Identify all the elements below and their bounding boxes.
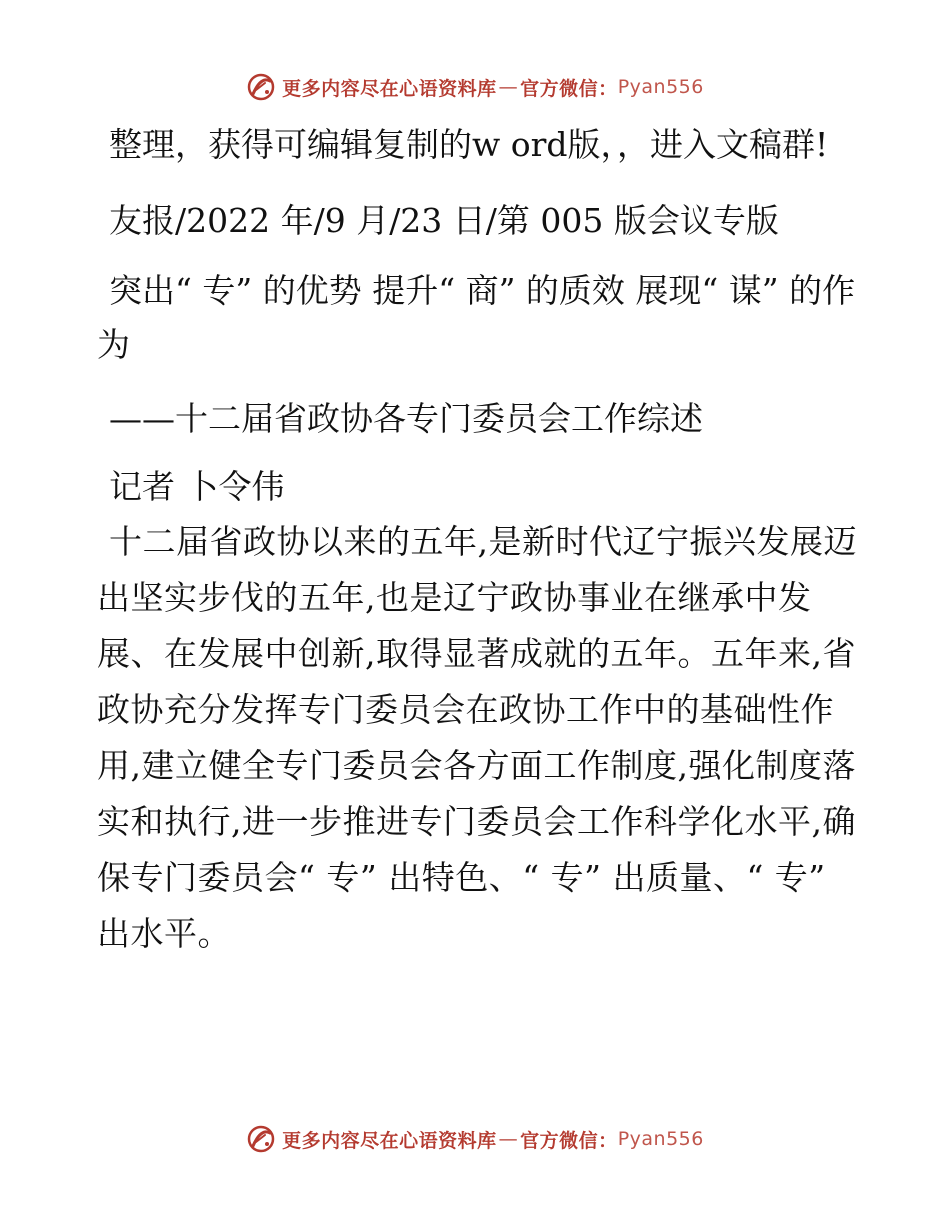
- brand-logo-icon: [246, 1124, 276, 1154]
- watermark-wechat-id: Pyan556: [617, 1128, 704, 1150]
- header-watermark: [0, 72, 950, 102]
- watermark-separator: —: [498, 76, 519, 98]
- watermark-text-2: 官方微信：: [520, 1129, 618, 1152]
- watermark-text: 更多内容尽在心语资料库: [282, 77, 497, 100]
- watermark-wechat-id: Pyan556: [617, 76, 704, 98]
- brand-logo-icon: [246, 72, 276, 102]
- source-line: 友报/2022 年/9 月/23 日/第 005 版会议专版: [109, 201, 779, 240]
- byline: 记者 卜令伟: [109, 467, 285, 506]
- intro-line: 整理，获得可编辑复制的w ord版，，进入文稿群!: [109, 125, 829, 164]
- watermark-separator: —: [498, 1128, 519, 1150]
- headline: 突出“ 专” 的优势 提升“ 商” 的质效 展现“ 谋” 的作为: [97, 271, 856, 364]
- body-paragraph: 十二届省政协以来的五年,是新时代辽宁振兴发展迈出坚实步伐的五年,也是辽宁政协事业在继承中发展、在发展中创新,取得显著成就的五年。五年来,省政协充分发挥专门委员会在政协工作中的基础性作用,建立健全专门委员会各方面工作制度,强化制度落实和执行,进一步推进专门委员会工作科学化水平,确保专门委员会“ 专” 出特色、“ 专” 出质量、“ 专” 出水平。: [97, 522, 857, 953]
- document-body: [97, 118, 857, 962]
- subheadline: ——十二届省政协各专门委员会工作综述: [109, 399, 703, 438]
- footer-watermark: [0, 1124, 950, 1154]
- watermark-text: 更多内容尽在心语资料库: [282, 1129, 497, 1152]
- watermark-text-2: 官方微信：: [520, 77, 618, 100]
